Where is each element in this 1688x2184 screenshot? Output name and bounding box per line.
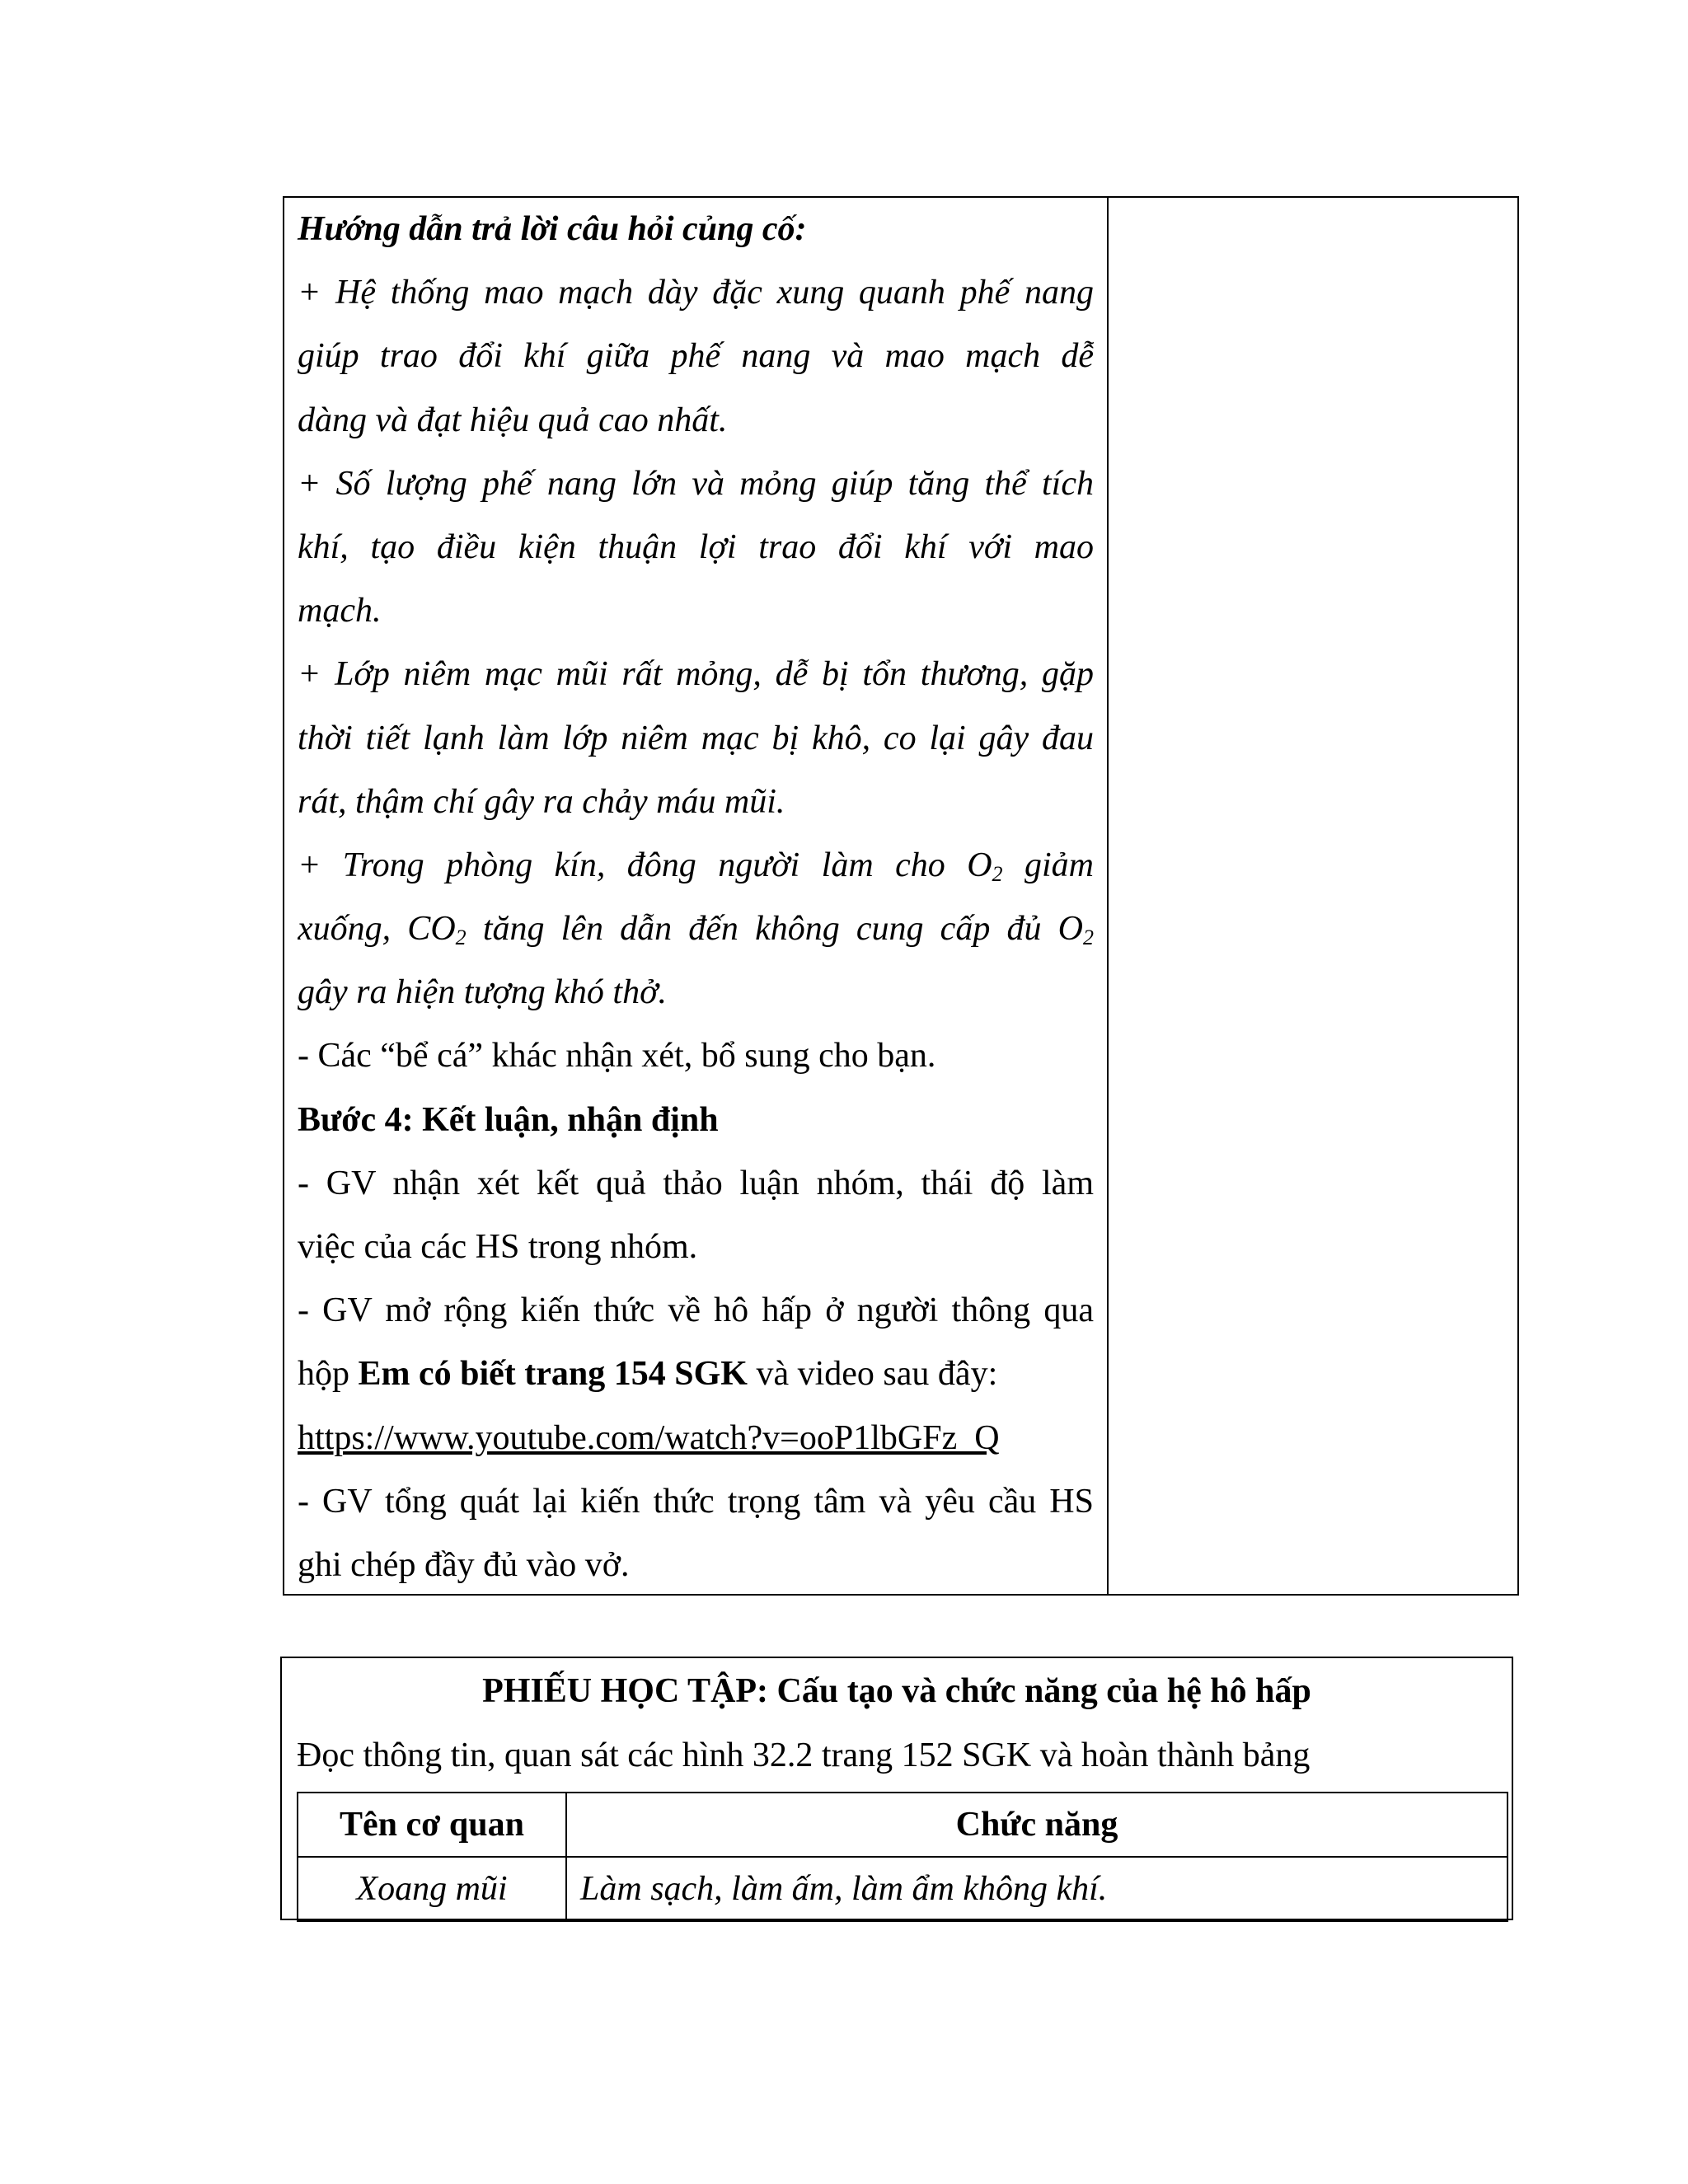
column-header-function: Chức năng (566, 1793, 1507, 1857)
step4-line: - GV tổng quát lại kiến thức trọng tâm và yêu cầu HS (298, 1482, 1094, 1521)
guide-line-co2: xuống, $CO_2$ tăng lên dẫn đến không cung cấp đủ $O_2$ (298, 910, 1094, 950)
table-header-row (298, 1793, 1507, 1857)
video-link[interactable]: https://www.youtube.com/watch?v=ooP1lbGFz_Q (298, 1418, 1000, 1457)
video-link-line (298, 1407, 1094, 1470)
column-divider (1107, 198, 1109, 1594)
guide-heading: Hướng dẫn trả lời câu hỏi củng cố: (298, 210, 807, 248)
guide-line-oxygen: + Trong phòng kín, đông người làm cho $O_2$ giảm (298, 846, 1094, 886)
guide-line: gây ra hiện tượng khó thở. (298, 973, 668, 1012)
organ-cell: Xoang mũi (298, 1857, 566, 1921)
activity-table (283, 196, 1519, 1596)
guide-line: thời tiết lạnh làm lớp niêm mạc bị khô, co lại gây đau (298, 719, 1094, 757)
table-row (298, 1857, 1507, 1921)
worksheet (280, 1657, 1513, 1920)
step4-heading: Bước 4: Kết luận, nhận định (298, 1100, 719, 1139)
guide-line: mạch. (298, 592, 382, 630)
guide-line: + Số lượng phế nang lớn và mỏng giúp tăng thể tích (298, 464, 1094, 503)
step4-line-reference: hộp Em có biết trang 154 SGK và video sau đây: (298, 1355, 998, 1394)
step4-line: - GV mở rộng kiến thức về hô hấp ở người thông qua (298, 1291, 1094, 1330)
guide-line: khí, tạo điều kiện thuận lợi trao đổi khí với mao (298, 527, 1094, 566)
guide-line: giúp trao đổi khí giữa phế nang và mao mạch dễ (298, 337, 1094, 376)
guide-line: dàng và đạt hiệu quả cao nhất. (298, 401, 728, 439)
step4-line: - GV nhận xét kết quả thảo luận nhóm, thái độ làm (298, 1164, 1094, 1202)
guide-line: rát, thậm chí gây ra chảy máu mũi. (298, 782, 785, 821)
guide-line: + Hệ thống mao mạch dày đặc xung quanh phế nang (298, 274, 1094, 312)
worksheet-title: PHIẾU HỌC TẬP: Cấu tạo và chức năng của hệ hô hấp (482, 1672, 1311, 1710)
organ-function-table (297, 1792, 1508, 1922)
step4-line: việc của các HS trong nhóm. (298, 1228, 698, 1266)
activity-cell (298, 198, 1094, 1597)
worksheet-instruction: Đọc thông tin, quan sát các hình 32.2 trang 152 SGK và hoàn thành bảng (297, 1736, 1311, 1774)
step4-line: ghi chép đầy đủ vào vở. (298, 1545, 630, 1584)
function-cell: Làm sạch, làm ấm, làm ẩm không khí. (566, 1857, 1507, 1921)
comment-line: - Các “bể cá” khác nhận xét, bổ sung cho bạn. (298, 1037, 936, 1076)
guide-line: + Lớp niêm mạc mũi rất mỏng, dễ bị tổn thương, gặp (298, 655, 1094, 694)
column-header-organ: Tên cơ quan (298, 1793, 566, 1857)
